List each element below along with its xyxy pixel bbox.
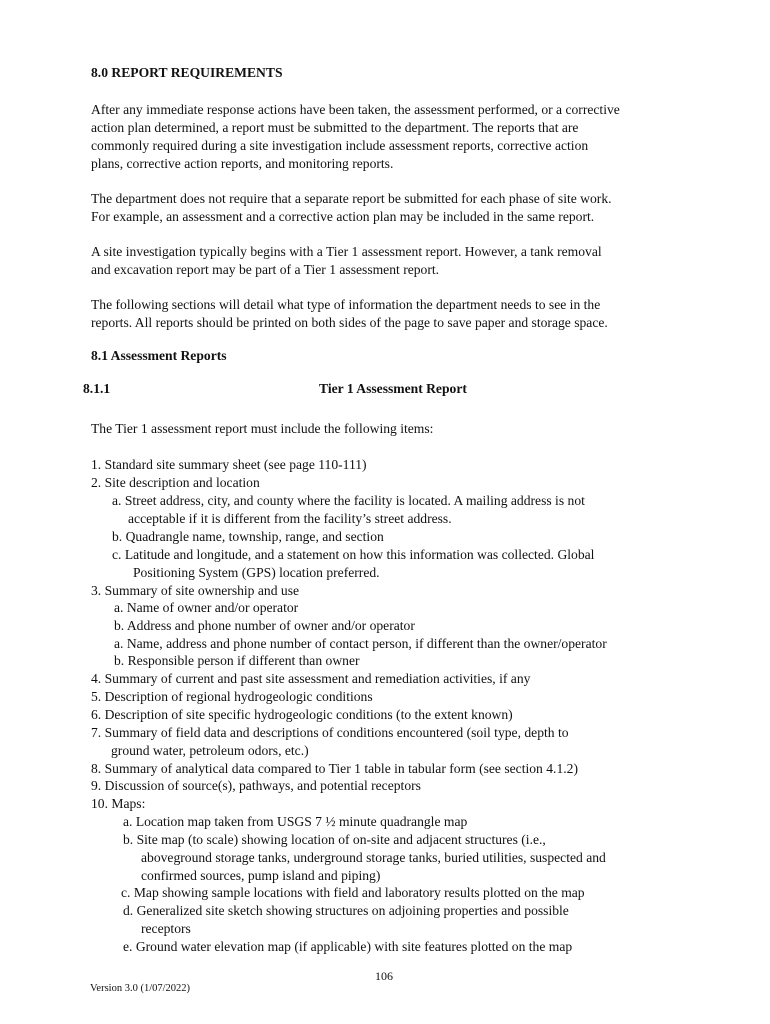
list-item: b. Site map (to scale) showing location of on-site and adjacent structures (i.e., <box>123 832 546 847</box>
text-line: A site investigation typically begins with a Tier 1 assessment report. However, a tank removal <box>91 244 602 259</box>
list-item: a. Location map taken from USGS 7 ½ minute quadrangle map <box>123 814 468 829</box>
text-line: and excavation report may be part of a Tier 1 assessment report. <box>91 262 440 277</box>
text-line: action plan determined, a report must be submitted to the department. The reports that are <box>91 120 579 135</box>
list-item: a. Name, address and phone number of contact person, if different than the owner/operator <box>114 636 607 651</box>
text-line: After any immediate response actions have been taken, the assessment performed, or a corrective <box>91 102 620 117</box>
list-item: aboveground storage tanks, underground storage tanks, buried utilities, suspected and <box>141 850 606 865</box>
paragraph-4 <box>91 296 691 332</box>
section-heading: 8.0 REPORT REQUIREMENTS <box>91 65 283 80</box>
paragraph-3 <box>91 243 691 279</box>
section-title: Tier 1 Assessment Report <box>319 381 467 396</box>
list-intro: The Tier 1 assessment report must include the following items: <box>91 421 434 436</box>
section-number: 8.1.1 <box>83 381 111 396</box>
list-item: c. Latitude and longitude, and a statement on how this information was collected. Global <box>112 547 595 562</box>
text-line: The following sections will detail what type of information the department needs to see in the <box>91 297 601 312</box>
text-line: For example, an assessment and a corrective action plan may be included in the same report. <box>91 209 595 224</box>
list-item: b. Quadrangle name, township, range, and section <box>112 529 384 544</box>
list-item: 7. Summary of field data and descriptions of conditions encountered (soil type, depth to <box>91 725 569 740</box>
paragraph-1 <box>91 101 691 173</box>
paragraph-2 <box>91 190 691 226</box>
version-footer: Version 3.0 (1/07/2022) <box>90 983 191 994</box>
list-item: 5. Description of regional hydrogeologic conditions <box>91 689 373 704</box>
text-line: reports. All reports should be printed on both sides of the page to save paper and storage space. <box>91 315 608 330</box>
text-line: plans, corrective action reports, and monitoring reports. <box>91 156 394 171</box>
list-item: 6. Description of site specific hydrogeologic conditions (to the extent known) <box>91 707 513 722</box>
list-item: e. Ground water elevation map (if applicable) with site features plotted on the map <box>123 939 573 954</box>
list-item: confirmed sources, pump island and piping) <box>141 868 381 883</box>
page-number: 106 <box>375 969 393 983</box>
text-line: The department does not require that a separate report be submitted for each phase of site work. <box>91 191 612 206</box>
list-item: 9. Discussion of source(s), pathways, and potential receptors <box>91 778 421 793</box>
list-item: 10. Maps: <box>91 796 146 811</box>
list-item: b. Address and phone number of owner and/or operator <box>114 618 415 633</box>
list-item: a. Name of owner and/or operator <box>114 600 299 615</box>
sub-heading: 8.1 Assessment Reports <box>91 348 227 363</box>
list-item: b. Responsible person if different than owner <box>114 653 360 668</box>
text-line: commonly required during a site investigation include assessment reports, corrective action <box>91 138 589 153</box>
list-item: ground water, petroleum odors, etc.) <box>111 743 309 758</box>
list-item: a. Street address, city, and county where the facility is located. A mailing address is not <box>112 493 585 508</box>
list-item: c. Map showing sample locations with field and laboratory results plotted on the map <box>121 885 585 900</box>
list-item: receptors <box>141 921 191 936</box>
list-item: acceptable if it is different from the facility’s street address. <box>128 511 452 526</box>
list-item: d. Generalized site sketch showing structures on adjoining properties and possible <box>123 903 569 918</box>
list-item: 2. Site description and location <box>91 475 260 490</box>
list-item: Positioning System (GPS) location preferred. <box>133 565 380 580</box>
list-item: 8. Summary of analytical data compared to Tier 1 table in tabular form (see section 4.1.2) <box>91 761 578 776</box>
list-item: 3. Summary of site ownership and use <box>91 583 300 598</box>
list-item: 1. Standard site summary sheet (see page 110-111) <box>91 457 367 472</box>
list-item: 4. Summary of current and past site assessment and remediation activities, if any <box>91 671 531 686</box>
